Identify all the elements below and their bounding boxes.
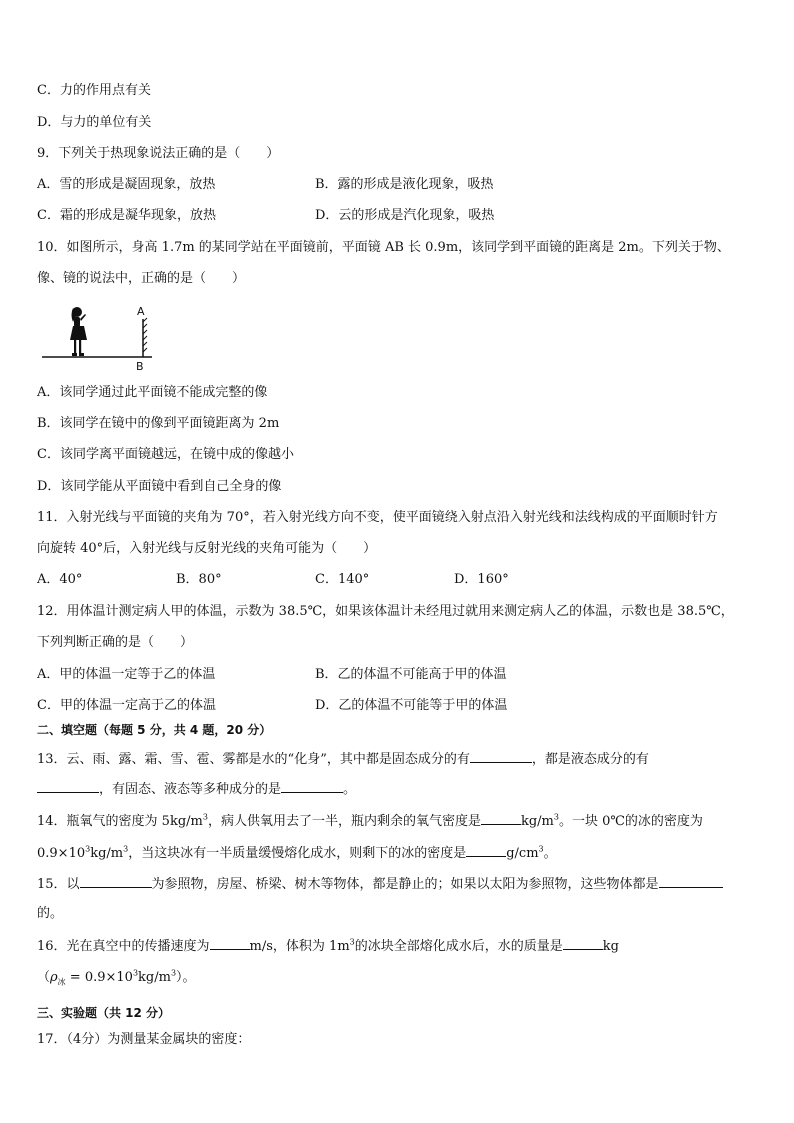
q13-text-3: ，有固态、液态等多种成分的是	[99, 782, 282, 797]
q15-text-1: 15．以	[37, 877, 80, 892]
q13-text-4: 。	[343, 782, 357, 797]
q14-text-2: ，病人供氧用去了一半，瓶内剩余的氧气密度是	[207, 814, 481, 829]
q10-option-d: D．该同学能从平面镜中看到自己全身的像	[37, 479, 282, 494]
q8-option-d: D．与力的单位有关	[37, 115, 152, 130]
q11-stem-line2: 向旋转 40°后，入射光线与反射光线的夹角可能为（ ）	[37, 541, 377, 556]
q9-stem: 9．下列关于热现象说法正确的是（ ）	[37, 146, 280, 161]
q12-option-c: C．甲的体温一定高于乙的体温	[37, 698, 216, 713]
section-2-heading: 二、填空题（每题 5 分，共 4 题，20 分）	[37, 723, 272, 737]
q14-text-3: kg/m	[520, 814, 554, 829]
q10-option-b: B．该同学在镜中的像到平面镜距离为 2m	[37, 416, 280, 431]
q11-option-c: C．140°	[315, 572, 370, 587]
q10-option-c: C．该同学离平面镜越远，在镜中成的像越小	[37, 447, 294, 462]
q13-line1	[37, 749, 649, 769]
q17-stem: 17．（4分）为测量某金属块的密度：	[37, 1032, 251, 1047]
q11-option-a: A．40°	[37, 572, 83, 587]
figure-label-b: B	[136, 360, 144, 373]
q14-blank-1[interactable]	[481, 811, 521, 825]
q14-sup-3: 3	[553, 812, 559, 822]
formula-value: = 0.9×10	[65, 970, 133, 985]
q9-option-c: C．霜的形成是凝华现象，放热	[37, 208, 216, 223]
q11-stem-line1: 11．入射光线与平面镜的夹角为 70°，若入射光线方向不变，使平面镜绕入射点沿入射光线和法线构成的平面顺时针方	[37, 510, 718, 525]
student-figure	[70, 307, 87, 356]
q16-line1	[37, 936, 619, 956]
formula-sup: 3	[132, 968, 139, 978]
formula-close-paren: ）。	[176, 970, 196, 985]
q16-density-formula	[37, 969, 196, 992]
q14-text-5: 0.9×10	[37, 846, 86, 861]
q14-text-7: ，当这块冰有一半质量缓慢熔化成水，则剩下的冰的密度是	[128, 846, 467, 861]
q14-line2	[37, 843, 557, 863]
q16-text-2: m/s，体积为 1m	[249, 939, 350, 954]
q11-option-b: B．80°	[176, 572, 222, 587]
q8-option-c: C．力的作用点有关	[37, 83, 151, 98]
q14-blank-2[interactable]	[466, 843, 506, 857]
q16-text-3: 的冰块全部熔化成水后，水的质量是	[354, 939, 563, 954]
q15-line1	[37, 874, 723, 894]
q13-blank-1[interactable]	[470, 749, 532, 763]
q16-sup-2: 3	[349, 937, 355, 947]
q12-option-b: B．乙的体温不可能高于甲的体温	[315, 667, 507, 682]
q10-option-a: A．该同学通过此平面镜不能成完整的像	[37, 385, 268, 400]
q12-stem-line1: 12．用体温计测定病人甲的体温，示数为 38.5℃，如果该体温计未经甩过就用来测定病人乙的体温，示数也是 38.5℃，	[37, 604, 734, 619]
q13-blank-2[interactable]	[37, 779, 99, 793]
q9-option-b: B．露的形成是液化现象，吸热	[315, 177, 494, 192]
q14-text-1: 14．瓶氧气的密度为 5kg/m	[37, 814, 203, 829]
q15-blank-1[interactable]	[80, 874, 152, 888]
q16-text-4: kg	[602, 939, 619, 954]
q15-text-2: 为参照物，房屋、桥梁、树木等物体，都是静止的；如果以太阳为参照物，这些物体都是	[151, 877, 659, 892]
q16-blank-2[interactable]	[563, 936, 603, 950]
q15-text-3: 的。	[37, 906, 64, 921]
q14-text-4: 。一块 0℃的冰的密度为	[558, 814, 703, 829]
formula-open-paren: （	[37, 970, 51, 985]
q12-option-d: D．乙的体温不可能等于甲的体温	[315, 698, 508, 713]
formula-unit: kg/m	[138, 970, 171, 985]
q9-option-a: A．雪的形成是凝固现象，放热	[37, 177, 216, 192]
q14-text-6: kg/m	[90, 846, 124, 861]
q11-option-d: D．160°	[454, 572, 509, 587]
q14-sup-5: 3	[85, 844, 91, 854]
q16-text-1: 16．光在真空中的传播速度为	[37, 939, 210, 954]
section-3-heading: 三、实验题（共 12 分）	[37, 1006, 171, 1020]
q14-line1	[37, 811, 703, 831]
mirror-figure	[40, 302, 160, 372]
formula-unit-sup: 3	[170, 968, 177, 978]
formula-subscript: 冰	[57, 977, 66, 987]
q16-blank-1[interactable]	[210, 936, 250, 950]
q13-line2	[37, 779, 356, 799]
q9-option-d: D．云的形成是汽化现象，吸热	[315, 208, 495, 223]
q14-text-8: g/cm	[506, 846, 539, 861]
q14-sup-8: 3	[538, 844, 544, 854]
q13-text-2: ，都是液态成分的有	[531, 752, 649, 767]
q10-stem-line2: 像、镜的说法中，正确的是（ ）	[37, 271, 246, 286]
figure-label-a: A	[137, 305, 145, 318]
q12-stem-line2: 下列判断正确的是（ ）	[37, 635, 194, 650]
q13-blank-3[interactable]	[281, 779, 343, 793]
q10-stem-line1: 10．如图所示，身高 1.7m 的某同学站在平面镜前，平面镜 AB 长 0.9m，该同学到平面镜的距离是 2m。下列关于物、	[37, 240, 730, 255]
formula-rho: ρ	[50, 970, 58, 985]
q15-blank-2[interactable]	[659, 874, 723, 888]
q14-sup-6: 3	[123, 844, 129, 854]
q13-text-1: 13．云、雨、露、霜、雪、雹、雾都是水的“化身”，其中都是固态成分的有	[37, 752, 470, 767]
q12-option-a: A．甲的体温一定等于乙的体温	[37, 667, 216, 682]
q14-text-9: 。	[543, 846, 557, 861]
q14-sup-1: 3	[202, 812, 208, 822]
